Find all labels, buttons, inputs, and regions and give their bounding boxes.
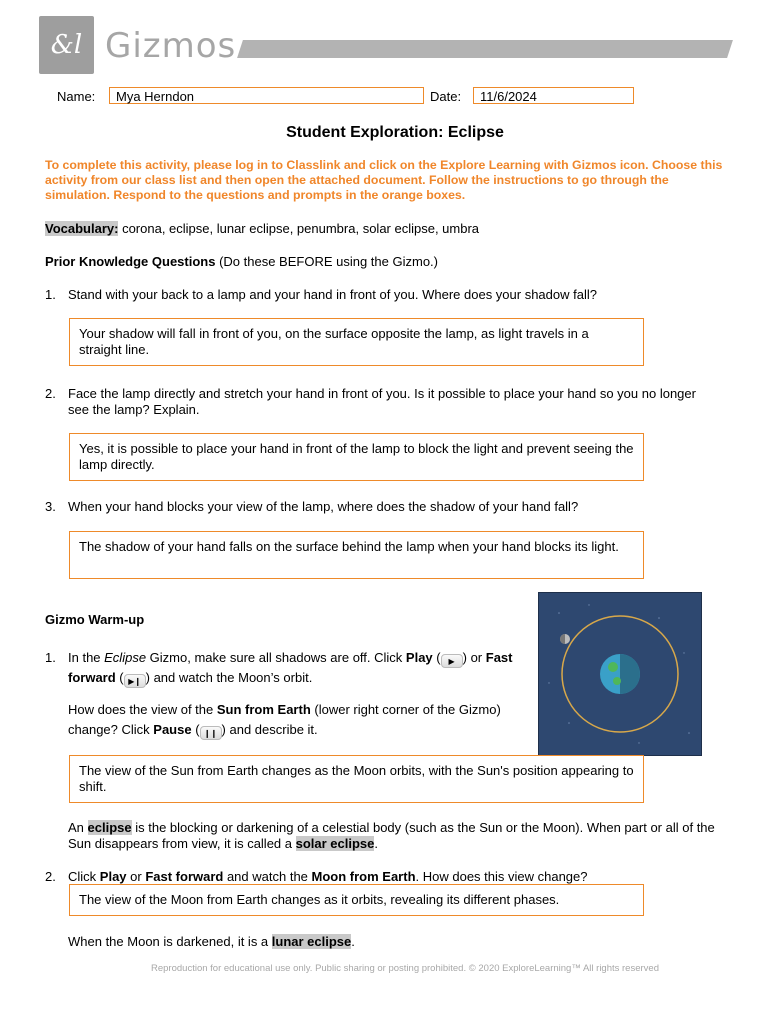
question-text: When your hand blocks your view of the lamp, where does the shadow of your hand fall? bbox=[68, 499, 579, 514]
solar-eclipse-term: solar eclipse bbox=[295, 836, 375, 851]
text-segment: An bbox=[68, 820, 88, 835]
question-number: 1. bbox=[45, 287, 56, 302]
text-segment: How does the view of the bbox=[68, 702, 217, 717]
eclipse-term: eclipse bbox=[87, 820, 132, 835]
pause-icon[interactable]: ❙❙ bbox=[200, 726, 222, 740]
question-number: 1. bbox=[45, 650, 56, 665]
fast-forward-label: Fast forward bbox=[145, 869, 224, 884]
answer-box[interactable]: The view of the Moon from Earth changes as it orbits, revealing its different phases. bbox=[69, 884, 644, 916]
forward-label: forward bbox=[68, 670, 116, 685]
text-segment: ( bbox=[191, 722, 200, 737]
text-segment: Gizmo, make sure all shadows are off. Click bbox=[146, 650, 406, 665]
vocabulary-line bbox=[45, 221, 479, 236]
vocabulary-label: Vocabulary: bbox=[45, 221, 119, 236]
date-label: Date: bbox=[430, 89, 462, 104]
date-field[interactable]: 11/6/2024 bbox=[473, 87, 634, 104]
prior-knowledge-heading bbox=[45, 254, 438, 269]
answer-box[interactable]: The shadow of your hand falls on the surface behind the lamp when your hand blocks its light. bbox=[69, 531, 644, 579]
fast-label: Fast bbox=[485, 650, 513, 665]
orbit-illustration bbox=[539, 593, 701, 755]
question-text: Stand with your back to a lamp and your hand in front of you. Where does your shadow fall? bbox=[68, 287, 597, 302]
question-number: 2. bbox=[45, 386, 56, 401]
text-segment: Click bbox=[68, 869, 100, 884]
text-segment: and watch the bbox=[223, 869, 312, 884]
text-segment: or bbox=[126, 869, 146, 884]
play-label: Play bbox=[99, 869, 127, 884]
lunar-eclipse-term: lunar eclipse bbox=[271, 934, 352, 949]
prior-knowledge-note: (Do these BEFORE using the Gizmo.) bbox=[215, 254, 438, 269]
moon-from-earth-label: Moon from Earth bbox=[311, 869, 416, 884]
answer-box[interactable]: Yes, it is possible to place your hand in front of the lamp to block the light and prevent seeing the lamp directly. bbox=[69, 433, 644, 481]
play-label: Play bbox=[405, 650, 433, 665]
warmup-q1-line4 bbox=[68, 722, 318, 740]
text-segment: is the blocking or darkening of a celestial body (such as the Sun or the Moon). When part or all of the Sun disappears from view, it is called a bbox=[68, 820, 715, 851]
answer-box[interactable]: Your shadow will fall in front of you, on the surface opposite the lamp, as light travels in a straight line. bbox=[69, 318, 644, 366]
text-segment: . How does this view change? bbox=[415, 869, 588, 884]
question-text: Face the lamp directly and stretch your hand in front of you. Is it possible to place your hand so you no longer see the lamp? Explain. bbox=[68, 386, 696, 417]
text-segment: ( bbox=[115, 670, 124, 685]
fast-forward-icon[interactable]: ▶❙ bbox=[124, 674, 146, 688]
gizmos-logo-mark: &l bbox=[39, 16, 94, 74]
gizmo-name: Eclipse bbox=[104, 650, 147, 665]
text-segment: . bbox=[374, 836, 379, 851]
text-segment: ) and describe it. bbox=[221, 722, 318, 737]
gizmo-screenshot bbox=[538, 592, 702, 756]
text-segment: In the bbox=[68, 650, 105, 665]
warmup-q1-line3 bbox=[68, 702, 501, 717]
text-segment: change? Click bbox=[68, 722, 154, 737]
warmup-q2-text bbox=[68, 869, 588, 884]
footer-copyright: Reproduction for educational use only. Public sharing or posting prohibited. © 2020 ExploreLearning™ All rights reserved bbox=[151, 963, 659, 974]
prior-knowledge-title: Prior Knowledge Questions bbox=[45, 254, 216, 269]
header-bar bbox=[237, 40, 733, 58]
name-field[interactable]: Mya Herndon bbox=[109, 87, 424, 104]
gizmos-logo-text: Gizmos bbox=[105, 26, 237, 66]
warmup-heading: Gizmo Warm-up bbox=[45, 612, 145, 627]
pause-label: Pause bbox=[153, 722, 192, 737]
text-segment: ) or bbox=[462, 650, 486, 665]
sun-from-earth-label: Sun from Earth bbox=[216, 702, 311, 717]
text-segment: ( bbox=[432, 650, 441, 665]
lunar-eclipse-line bbox=[68, 934, 355, 949]
question-number: 2. bbox=[45, 869, 56, 884]
answer-box[interactable]: The view of the Sun from Earth changes as the Moon orbits, with the Sun's position appearing to shift. bbox=[69, 755, 644, 803]
warmup-q1-line2 bbox=[68, 670, 312, 688]
play-icon[interactable]: ▶ bbox=[441, 654, 463, 668]
name-label: Name: bbox=[57, 89, 96, 104]
question-number: 3. bbox=[45, 499, 56, 514]
eclipse-definition bbox=[68, 820, 728, 852]
warmup-q1-line1 bbox=[68, 650, 512, 668]
text-segment: . bbox=[351, 934, 355, 949]
text-segment: When the Moon is darkened, it is a bbox=[68, 934, 272, 949]
instructions-text: To complete this activity, please log in to Classlink and click on the Explore Learning with Gizmos icon. Choose this activity from our class list and then open the attached document. Follow the instructions to go through the simulation. Respond to the questions and prompts in the orange boxes. bbox=[45, 158, 723, 202]
vocabulary-terms: corona, eclipse, lunar eclipse, penumbra, solar eclipse, umbra bbox=[118, 221, 480, 236]
text-segment: ) and watch the Moon’s orbit. bbox=[145, 670, 313, 685]
page-title: Student Exploration: Eclipse bbox=[286, 124, 504, 141]
text-segment: (lower right corner of the Gizmo) bbox=[310, 702, 501, 717]
